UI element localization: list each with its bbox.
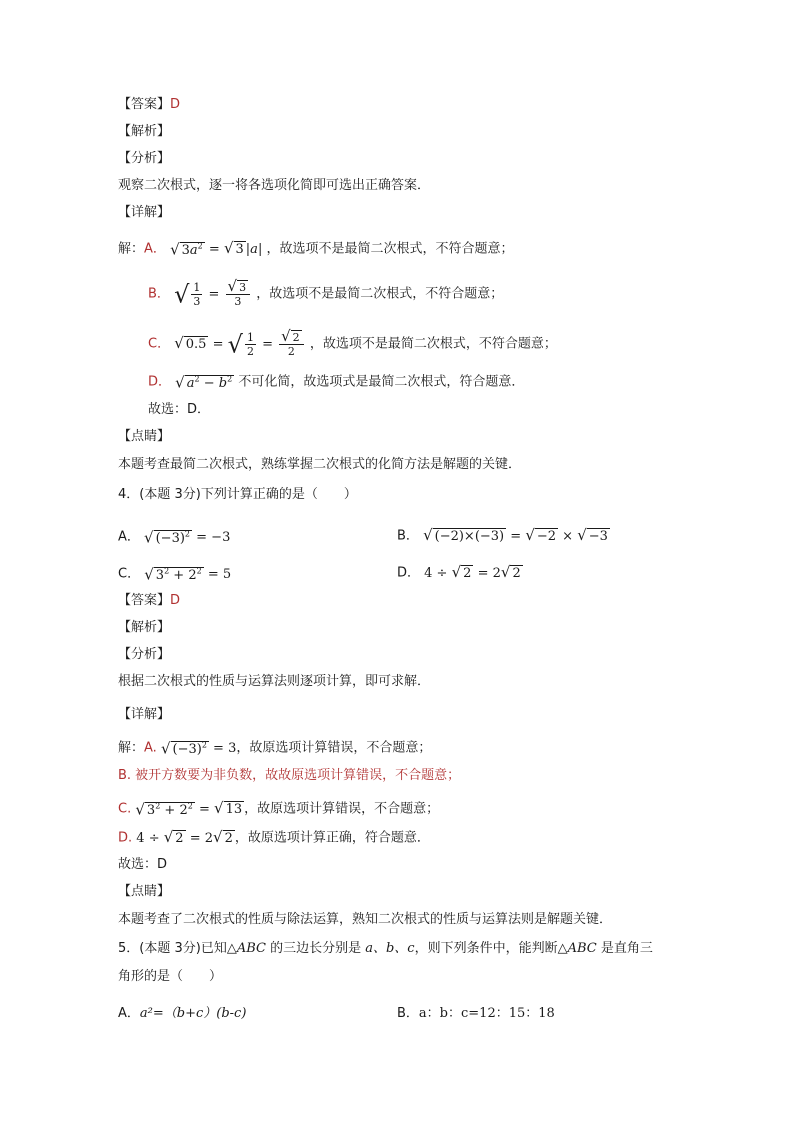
formula-q4-step-a: √ $(-3)^2 = 3$ [160,739,237,758]
q4-xiangjie-tag: 【详解】 [118,707,171,722]
q4-step-b: B. 被开方数要为非负数，故故原选项计算错误，不合题意； [118,768,461,783]
q5-option-b [397,1005,555,1023]
q3-jiexi-tag: 【解析】 [118,124,171,139]
step-text: ，故原选项计算错误，不合题意； [244,801,440,817]
formula-q4-c: √ $3^2 + 2^2 = 5$ [144,565,232,584]
answer-value: D [170,97,181,112]
q3-comment: 本题考查最简二次根式，熟练掌握二次根式的化简方法是解题的关键． [118,457,522,472]
q4-analysis-text: 根据二次根式的性质与运算法则逐项计算，即可求解． [118,674,431,689]
formula-b: √ $\frac{1}{3}$ = $\frac{√ 3}{3}$ [174,287,256,302]
q4-option-d [397,563,523,583]
q3-step-b [148,277,504,308]
triangle-name: ABC [567,941,597,956]
stem-part: 是直角三 [596,941,653,956]
stem-part: ，则下列条件中，能判断△ [414,941,568,956]
option-label: D． [397,565,421,581]
option-label: A． [118,1006,140,1021]
formula-q4-b: √ (−2)×(−3) = √ −2 × √ −3 [423,526,608,544]
step-text: ，故原选项计算错误，不合题意； [236,740,432,756]
step-text: ，故选项不是最简二次根式，不符合题意； [309,336,557,352]
q3-analysis-text: 观察二次根式，逐一将各选项化简即可选出正确答案． [118,178,431,193]
option-label: D． [148,374,172,390]
option-label: A． [144,241,166,257]
side-names: a、b、c [365,941,415,956]
option-label: A. [144,740,157,756]
step-text: ，故选项不是最简二次根式，不符合题意； [256,286,504,302]
q5-stem-line2: 角形的是（ ） [118,969,223,984]
q4-step-d [118,828,430,848]
q5-stem-line1 [118,940,653,958]
option-expression: a：b：c=12：15：18 [418,1006,555,1021]
formula-d: √ $a^2 - b^2$ [175,373,233,392]
answer-tag: 【答案】 [118,593,171,608]
q4-jiexi-tag: 【解析】 [118,620,171,635]
q3-choose: 故选：D． [148,402,211,417]
step-text: ，故原选项计算正确，符合题意． [234,830,430,846]
q3-answer-line [118,96,180,114]
option-label: C. [118,801,132,817]
q4-step-c [118,798,439,820]
q4-option-b [397,526,610,546]
stem-part: 的三边长分别是 [265,941,366,956]
q3-step-d [148,371,524,393]
formula-c: √ 0.5 = √ $\frac{1}{2}$ = $\frac{√ 2}{2}$ [174,337,310,352]
q3-xiangjie-tag: 【详解】 [118,205,171,220]
formula-q4-d: 4 ÷ √ 2 = 2√ 2 [424,563,521,581]
formula-q4-step-d: 4 ÷ √ 2 = 2√ 2 [136,828,233,846]
step-text: ，故选项不是最简二次根式，不符合题意； [266,241,514,257]
q4-option-c [118,563,231,585]
q4-answer-line [118,592,180,610]
option-label: B． [148,286,170,302]
q4-option-a [118,526,230,548]
q4-comment: 本题考查了二次根式的性质与除法运算，熟知二次根式的性质与运算法则是解题关键． [118,912,613,927]
option-label: B． [397,528,419,544]
step-text: 不可化简，故选项式是最简二次根式，符合题意． [238,374,525,390]
option-expression: a²=（b+c）(b-c) [139,1006,247,1021]
q4-step-a [118,737,431,759]
q3-dianjing-tag: 【点睛】 [118,429,171,444]
q4-stem: 4．(本题 3分)下列计算正确的是（ ） [118,487,357,502]
formula-q4-a: √ $(-3)^2 = -3$ [144,528,231,547]
q3-fenxi-tag: 【分析】 [118,151,171,166]
q4-dianjing-tag: 【点睛】 [118,884,171,899]
option-label: A． [118,529,140,545]
solution-prefix: 解： [118,740,145,756]
q5-option-a [118,1005,246,1023]
q3-step-c [148,327,557,358]
option-label: B． [397,1006,419,1021]
stem-part: 5．(本题 3分)已知△ [118,941,237,956]
answer-value: D [170,593,181,608]
option-label: D. [118,830,133,846]
q4-choose: 故选：D [118,857,168,872]
triangle-name: ABC [236,941,266,956]
solution-prefix: 解： [118,241,145,257]
option-label: C． [118,566,141,582]
formula-q4-step-c: √ $3^2 + 2^2$ = √ 13 [135,799,243,819]
q4-fenxi-tag: 【分析】 [118,647,171,662]
option-label: C． [148,336,171,352]
q3-step-a [118,238,513,260]
answer-tag: 【答案】 [118,97,171,112]
formula-a: √ $3a^2$ = √ 3 |a| [170,239,267,259]
